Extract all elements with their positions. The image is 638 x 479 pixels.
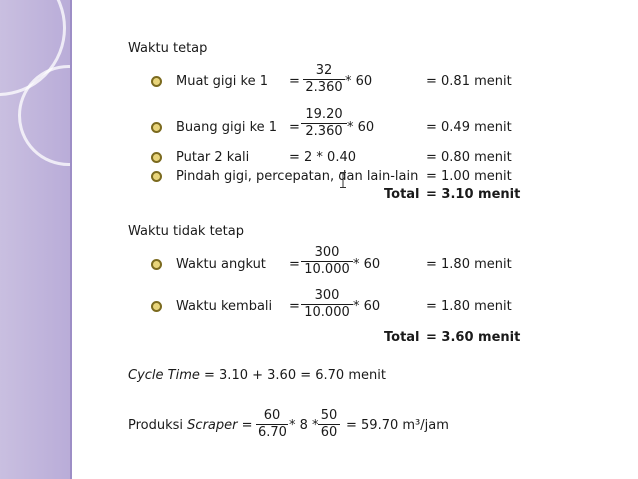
result: = 1.00 menit [426,169,512,184]
bullet-icon [151,76,162,87]
multiplier: * 60 [353,257,381,272]
expression: = 2 * 0.40 [289,150,357,165]
fraction-numerator: 300 [301,288,353,305]
text-cursor-icon [340,172,346,188]
fraction-denominator: 2.360 [305,80,343,95]
fraction-denominator: 10.000 [304,262,350,277]
fraction [303,63,345,96]
result: = 0.81 menit [426,74,512,89]
sidebar-edge [70,0,72,479]
result: = 0.80 menit [426,150,512,165]
equals-sign: = [289,74,300,89]
production-multiplier: * 8 * [289,418,319,433]
bullet-icon [151,122,162,133]
production-label [128,418,253,434]
cycle-time-line [128,368,386,384]
equals-sign: = [289,120,300,135]
multiplier: * 60 [353,299,381,314]
fraction-denominator: 2.360 [305,124,343,139]
fraction [256,408,288,441]
fraction-denominator: 10.000 [304,305,350,320]
result: = 1.80 menit [426,257,512,272]
variable-total-label: Total [384,330,420,345]
fixed-item-label: Putar 2 kali [176,150,250,165]
fixed-total-value: = 3.10 menit [426,187,521,202]
section-title-variable: Waktu tidak tetap [128,224,244,239]
fraction-denominator: 60 [320,425,338,440]
bullet-icon [151,171,162,182]
fraction [301,288,353,321]
bullet-icon [151,259,162,270]
fixed-item-label: Muat gigi ke 1 [176,74,268,89]
production-label-scraper: Scraper [187,418,238,433]
fraction-numerator: 50 [318,408,340,425]
fixed-total-label: Total [384,187,420,202]
variable-item-label: Waktu angkut [176,257,266,272]
fixed-item-label: Buang gigi ke 1 [176,120,278,135]
equals-sign: = [241,418,253,433]
decorative-sidebar [0,0,72,479]
variable-total-value: = 3.60 menit [426,330,521,345]
production-result: = 59.70 m³/jam [346,418,449,433]
fraction [301,245,353,278]
result: = 0.49 menit [426,120,512,135]
equals-sign: = [289,299,300,314]
bullet-icon [151,301,162,312]
bullet-icon [151,152,162,163]
fraction [318,408,340,441]
cycle-time-expression: = 3.10 + 3.60 = 6.70 menit [204,368,386,383]
fraction-denominator: 6.70 [258,425,287,440]
result: = 1.80 menit [426,299,512,314]
equals-sign: = [289,257,300,272]
fraction-numerator: 300 [301,245,353,262]
fixed-item-label: Pindah gigi, percepatan, dan lain-lain [176,169,419,184]
fraction-numerator: 19.20 [301,107,347,124]
multiplier: * 60 [345,74,373,89]
production-label-word: Produksi [128,418,184,433]
fraction-numerator: 32 [303,63,345,80]
section-title-fixed: Waktu tetap [128,41,208,56]
fraction-numerator: 60 [256,408,288,425]
cycle-time-label: Cycle Time [128,368,200,383]
variable-item-label: Waktu kembali [176,299,273,314]
multiplier: * 60 [347,120,375,135]
fraction [301,107,347,140]
